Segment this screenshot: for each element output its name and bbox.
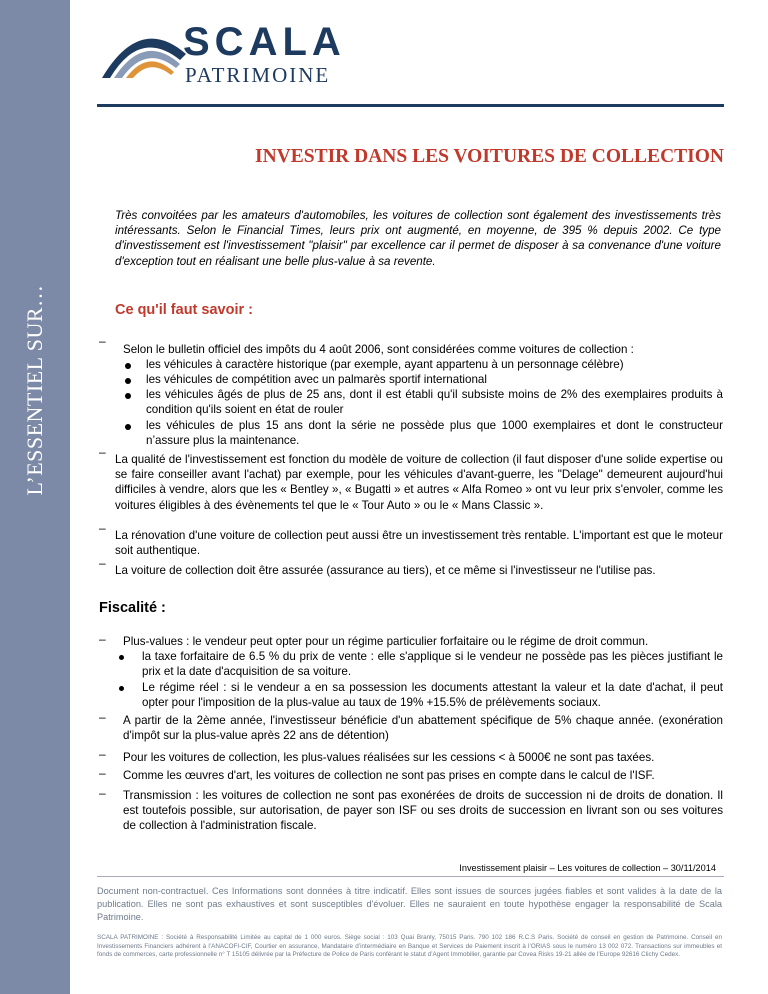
section-heading-fiscalite: Fiscalité : [99, 600, 166, 616]
dash-marker: – [99, 710, 106, 724]
header-divider [97, 104, 724, 107]
savoir-subitem-2: les véhicules de compétition avec un palmarès sportif international [146, 373, 487, 386]
fiscalite-item-5: Transmission : les voitures de collection ne sont pas exonérées de droits de succession ni de droits de donation. Il est toutefois possible, sur autorisation, de payer son ISF ou ses droits de succession en livrant son ou ses voitures de collection à l'administration fiscale. [123, 789, 723, 833]
fiscalite-subitem-1: la taxe forfaitaire de 6.5 % du prix de vente : elle s'applique si le vendeur ne possède pas les pièces justifiant le prix et la date d'acquisition de sa voiture. [142, 650, 723, 679]
fiscalite-item-2: A partir de la 2ème année, l'investisseur bénéficie d'un abattement spécifique de 5% chaque année. (exonération d'impôt sur la plus-value après 22 ans de détention) [123, 714, 723, 743]
dash-marker: – [99, 521, 106, 535]
savoir-item-4: La voiture de collection doit être assurée (assurance au tiers), et ce même si l'investisseur ne l'utilise pas. [115, 564, 656, 577]
savoir-item-1: Selon le bulletin officiel des impôts du 4 août 2006, sont considérées comme voitures de collection : [123, 343, 634, 356]
bullet-marker [119, 686, 124, 691]
dash-marker: – [99, 334, 106, 348]
savoir-item-3: La rénovation d'une voiture de collection peut aussi être un investissement très rentable. L'important est que le moteur soit authentique. [115, 529, 723, 558]
savoir-subitem-3: les véhicules âgés de plus de 25 ans, dont il est établi qu'il subsiste moins de 2% des exemplaires produits à condition qu'ils soient en état de rouler [146, 388, 723, 417]
sidebar-band [0, 0, 70, 994]
bullet-marker [125, 393, 131, 399]
dash-marker: – [99, 632, 106, 646]
fiscalite-item-4: Comme les œuvres d'art, les voitures de collection ne sont pas prises en compte dans le calcul de l'ISF. [123, 769, 655, 782]
legal-text: SCALA PATRIMOINE : Société à Responsabilité Limitée au capital de 1 000 euros. Siège social : 103 Quai Branly, 75015 Paris. 790 102 186 R.C.S Paris. Société de conseil en gestion de Patrimoine. Conseil en Investissements Financiers adhérent à l’ANACOFI-CIF, Courtier en assurance, Mandataire d’intermédiaire en Banque et Services de Paiement inscrit à l’ORIAS sous le numéro 13 002 072. Transactions sur immeubles et fonds de commerces, carte professionnelle n° T 15105 délivrée par la Préfecture de Police de Paris conférant le statut d’Agent Immobilier, garantie par Covea Risks 19-21 allée de l’Europe 92616 Clichy Cedex. [97, 934, 722, 959]
section-heading-savoir: Ce qu'il faut savoir : [115, 302, 253, 318]
bullet-marker [125, 378, 131, 384]
bullet-marker [119, 655, 124, 660]
dash-marker: – [99, 747, 106, 761]
fiscalite-subitem-2: Le régime réel : si le vendeur a en sa possession les documents attestant la valeur et la date d'achat, il peut opter pour l'imposition de la plus-value au taux de 19% +15.5% de prélèvements sociaux. [142, 681, 723, 710]
fiscalite-item-1: Plus-values : le vendeur peut opter pour un régime particulier forfaitaire ou le régime de droit commun. [123, 635, 649, 648]
intro-paragraph: Très convoitées par les amateurs d'automobiles, les voitures de collection sont également des investissements très intéressants. Selon le Financial Times, leurs prix ont augmenté, en moyenne, de 395 % depuis 2002. Ce type d'investissement est l'investissement "plaisir" par excellence car il permet de disposer à sa convenance d'une voiture d'exception tout en réalisant une belle plus-value à sa revente. [115, 209, 721, 268]
bullet-marker [125, 424, 131, 430]
logo-subtitle: PATRIMOINE [185, 63, 331, 87]
savoir-item-2: La qualité de l'investissement est fonction du modèle de voiture de collection (il faut disposer d'une solide expertise ou se faire conseiller avant l'achat) par exemple, pour les véhicules d'avant-guerre, les "Delage" demeurent aujourd'hui difficiles à vendre, alors que les « Bentley », « Bugatti » et autres « Alfa Romeo » ont vu leur prix s'envoler, comme les voitures éligibles à des évènements tel que le « Tour Auto » ou le « Mans Classic ». [115, 453, 723, 512]
scala-logo [100, 20, 370, 90]
fiscalite-item-3: Pour les voitures de collection, les plus-values réalisées sur les cessions < à 5000€ ne sont pas taxées. [123, 751, 655, 764]
savoir-subitem-4: les véhicules de plus 15 ans dont la série ne possède plus que 1000 exemplaires et dont le constructeur n’assure plus la maintenance. [146, 419, 723, 448]
footer-divider [97, 876, 724, 877]
page-footer-label: Investissement plaisir – Les voitures de collection – 30/11/2014 [459, 863, 716, 873]
savoir-subitem-1: les véhicules à caractère historique (par exemple, ayant appartenu à un personnage célèbre) [146, 358, 624, 371]
logo-arch-icon [100, 20, 190, 80]
dash-marker: – [99, 766, 106, 780]
bullet-marker [125, 363, 131, 369]
dash-marker: – [99, 786, 106, 800]
sidebar-label: L’ESSENTIEL SUR… [22, 284, 47, 496]
disclaimer-text: Document non-contractuel. Ces Informations sont données à titre indicatif. Elles sont issues de sources jugées fiables et sont valides à la date de la publication. Elles ne sont pas exhaustives et sont susceptibles d'évoluer. Elles ne sauraient en toute hypothèse engager la responsabilité de Scala Patrimoine. [97, 886, 722, 922]
logo-wordmark: SCALA [183, 20, 346, 64]
page-title: INVESTIR DANS LES VOITURES DE COLLECTION [254, 146, 724, 167]
dash-marker: – [99, 445, 106, 459]
dash-marker: – [99, 556, 106, 570]
